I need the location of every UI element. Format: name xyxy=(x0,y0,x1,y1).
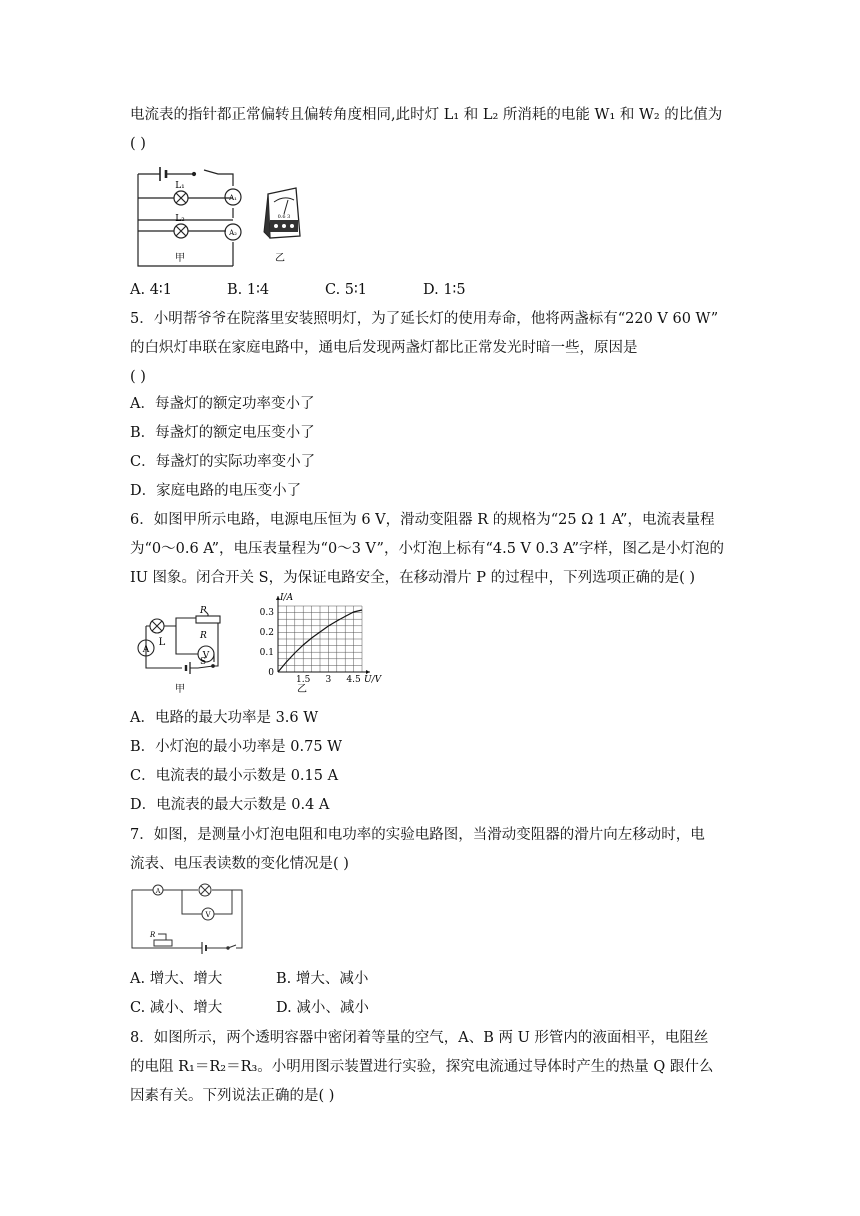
ammeter-dial-icon xyxy=(264,188,300,238)
q4-caption-yi: 乙 xyxy=(275,253,285,264)
q4-answer-blank: ( ) xyxy=(130,136,146,152)
q5-option-d[interactable]: D．家庭电路的电压变小了 xyxy=(130,483,302,499)
y-axis-label: I/A xyxy=(280,593,294,603)
q6-text-line3: IU 图象。闭合开关 S，为保证电路安全，在移动滑片 P 的过程中，下列选项正确的是( ) xyxy=(130,570,695,586)
q5-option-a[interactable]: A．每盏灯的额定功率变小了 xyxy=(130,396,315,412)
x-tick-label: 4.5 xyxy=(346,675,361,685)
q4-option-d[interactable]: D. 1∶5 xyxy=(423,282,466,298)
q6-option-b[interactable]: B．小灯泡的最小功率是 0.75 W xyxy=(130,739,343,755)
q5-option-c[interactable]: C．每盏灯的实际功率变小了 xyxy=(130,454,316,470)
q4-text-line1: 电流表的指针都正常偏转且偏转角度相同,此时灯 L₁ 和 L₂ 所消耗的电能 W₁ 和 W₂ 的比值为 xyxy=(130,107,723,123)
q6-option-a[interactable]: A．电路的最大功率是 3.6 W xyxy=(130,710,319,726)
q4-caption-jia: 甲 xyxy=(175,253,185,264)
x-axis-arrow-icon xyxy=(366,670,370,674)
q4-label-a1: A₁ xyxy=(229,194,237,202)
q6-label-a: A xyxy=(142,645,150,655)
q7-option-a[interactable]: A. 增大、增大 xyxy=(130,971,223,987)
q6-label-r: R xyxy=(200,631,207,641)
q5-option-b[interactable]: B．每盏灯的额定电压变小了 xyxy=(130,425,315,441)
y-tick-label: 0.2 xyxy=(259,628,274,638)
q4-option-c[interactable]: C. 5∶1 xyxy=(325,282,368,298)
q6-text-line2: 为“0～0.6 A”，电压表量程为“0～3 V”，小灯泡上标有“4.5 V 0.3 A”字样，图乙是小灯泡的 xyxy=(130,541,725,557)
q6-option-c[interactable]: C．电流表的最小示数是 0.15 A xyxy=(130,768,339,784)
q6-label-l: L xyxy=(158,637,166,648)
q7-text-line1: 7．如图，是测量小灯泡电阻和电功率的实验电路图，当滑动变阻器的滑片向左移动时，电 xyxy=(130,827,705,843)
q7-label-a: A xyxy=(155,888,161,895)
x-axis-label: U/V xyxy=(364,675,382,685)
q4-label-l2: L₂ xyxy=(175,214,185,224)
q5-text-line2: 的白炽灯串联在家庭电路中，通电后发现两盏灯都比正常发光时暗一些，原因是 xyxy=(130,340,638,356)
q7-option-d[interactable]: D. 减小、减小 xyxy=(276,1000,369,1016)
y-tick-label: 0.3 xyxy=(259,608,274,618)
q8-text-line3: 因素有关。下列说法正确的是( ) xyxy=(130,1088,335,1104)
q4-meter-scale: 0.6 3 xyxy=(277,214,291,220)
q7-option-b[interactable]: B. 增大、减小 xyxy=(276,971,369,987)
q6-caption-jia: 甲 xyxy=(175,684,185,695)
q7-text-line2: 流表、电压表读数的变化情况是( ) xyxy=(130,856,349,872)
y-tick-label: 0.1 xyxy=(259,648,274,658)
y-tick-label: 0 xyxy=(268,668,274,678)
q6-caption-yi: 乙 xyxy=(297,684,307,695)
x-tick-label: 1.5 xyxy=(296,675,311,685)
q4-label-a2: A₂ xyxy=(229,229,237,237)
q7-label-v: V xyxy=(205,911,211,919)
q4-option-b[interactable]: B. 1∶4 xyxy=(227,282,270,298)
q6-option-d[interactable]: D．电流表的最大示数是 0.4 A xyxy=(130,797,330,813)
q4-option-a[interactable]: A. 4∶1 xyxy=(130,282,172,298)
q7-label-r: R xyxy=(150,931,156,939)
q6-label-s: S xyxy=(200,657,207,667)
iu-graph xyxy=(260,593,383,685)
q6-label-v: V xyxy=(202,651,210,661)
q6-text-line1: 6．如图甲所示电路，电源电压恒为 6 V，滑动变阻器 R 的规格为“25 Ω 1 A”，电流表量程 xyxy=(130,512,715,528)
q6-label-p: P xyxy=(200,606,207,616)
q8-text-line2: 的电阻 R₁＝R₂＝R₃。小明用图示装置进行实验，探究电流通过导体时产生的热量 Q 跟什么 xyxy=(130,1059,714,1075)
x-tick-label: 3 xyxy=(325,675,332,685)
q7-figure xyxy=(128,884,258,956)
q5-answer-blank: ( ) xyxy=(130,369,146,385)
q4-label-l1: L₁ xyxy=(175,181,185,191)
q7-option-c[interactable]: C. 减小、增大 xyxy=(130,1000,223,1016)
q5-text-line1: 5．小明帮爷爷在院落里安装照明灯，为了延长灯的使用寿命，他将两盏标有“220 V 60 W” xyxy=(130,311,719,327)
q6-figure xyxy=(128,593,382,698)
q4-figure xyxy=(128,162,348,272)
q8-text-line1: 8．如图所示，两个透明容器中密闭着等量的空气，A、B 两 U 形管内的液面相平，电阻丝 xyxy=(130,1030,709,1046)
